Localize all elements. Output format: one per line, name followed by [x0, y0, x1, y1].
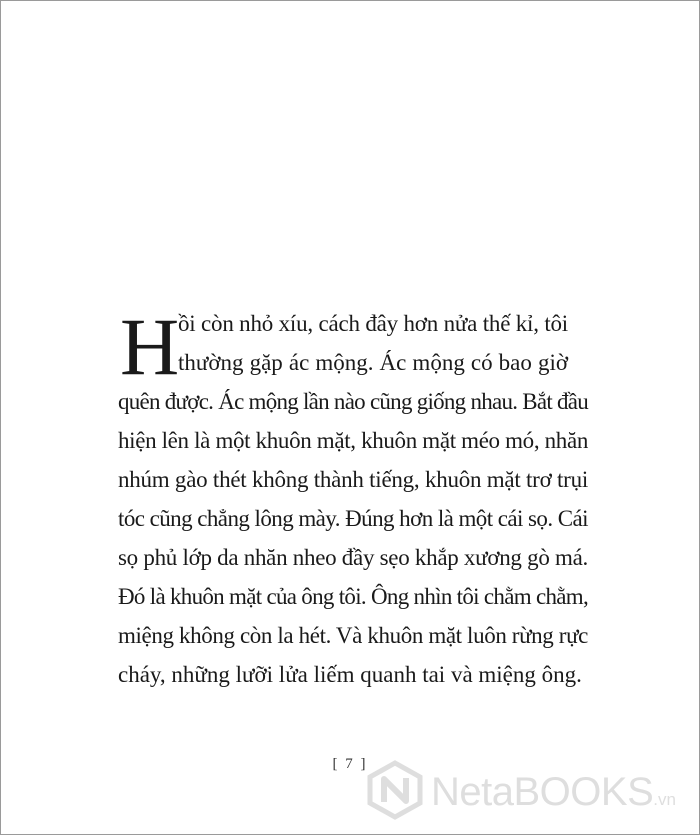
text-line-1: ồi còn nhỏ xíu, cách đây hơn nửa thế kỉ, tôi [178, 311, 568, 336]
n-hexagon-logo-icon [365, 760, 425, 820]
drop-cap: H [120, 301, 180, 392]
text-line-4: hiện lên là một khuôn mặt, khuôn mặt méo mó, nhăn [118, 428, 588, 453]
page-number: [ 7 ] [332, 756, 368, 772]
watermark-text [431, 770, 676, 815]
text-line-10: cháy, những lưỡi lửa liếm quanh tai và miệng ông. [118, 662, 582, 687]
text-line-6: tóc cũng chẳng lông mày. Đúng hơn là một cái sọ. Cái [118, 506, 588, 531]
text-line-5: nhúm gào thét không thành tiếng, khuôn mặt trơ trụi [118, 467, 588, 492]
watermark [365, 758, 695, 828]
text-line-9: miệng không còn la hét. Và khuôn mặt luôn rừng rực [118, 623, 588, 648]
watermark-brand: NetaBOOKS [431, 770, 654, 814]
text-line-7: sọ phủ lớp da nhăn nheo đầy sẹo khắp xương gò má. [118, 545, 588, 570]
text-line-2: thường gặp ác mộng. Ác mộng có bao giờ [178, 350, 568, 375]
text-line-8: Đó là khuôn mặt của ông tôi. Ông nhìn tôi chằm chằm, [118, 584, 588, 609]
text-line-3: quên được. Ác mộng lần nào cũng giống nhau. Bắt đầu [118, 389, 588, 414]
watermark-suffix: .vn [653, 790, 676, 809]
